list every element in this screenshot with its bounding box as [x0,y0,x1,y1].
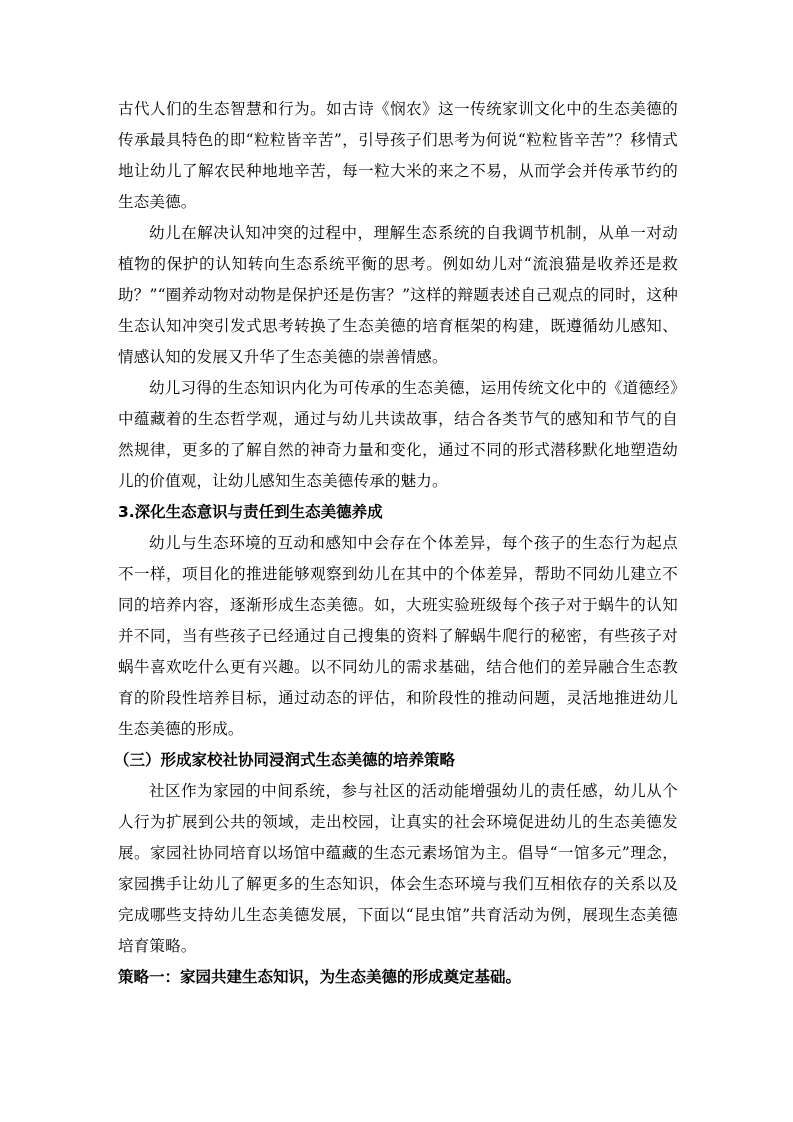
paragraph-ancient-wisdom: 古代人们的生态智慧和行为。如古诗《悯农》这一传统家训文化中的生态美德的传承最具特色的即“粒粒皆辛苦”，引导孩子们思考为何说“粒粒皆辛苦”？移情式地让幼儿了解农民种地地辛苦，每一粒大米的来之不易，从而学会并传承节约的生态美德。 [118,100,678,211]
paragraph-cognitive-conflict: 幼儿在解决认知冲突的过程中，理解生态系统的自我调节机制，从单一对动植物的保护的认知转向生态系统平衡的思考。例如幼儿对“流浪猫是收养还是救助？”“圈养动物对动物是保护还是伤害？”这样的辩题表述自己观点的同时，这种生态认知冲突引发式思考转换了生态美德的培育框架的构建，既遵循幼儿感知、情感认知的发展又升华了生态美德的崇善情感。 [118,224,678,366]
paragraph-ecological-knowledge: 幼儿习得的生态知识内化为可传承的生态美德，运用传统文化中的《道德经》中蕴藏着的生态哲学观，通过与幼儿共读故事，结合各类节气的感知和节气的自然规律，更多的了解自然的神奇力量和变化，通过不同的形式潜移默化地塑造幼儿的价值观，让幼儿感知生态美德传承的魅力。 [118,379,678,490]
strategy-one-heading: 策略一：家园共建生态知识，为生态美德的形成奠定基础。 [118,968,522,986]
paragraph-individual-differences: 幼儿与生态环境的互动和感知中会存在个体差异，每个孩子的生态行为起点不一样，项目化的推进能够观察到幼儿在其中的个体差异，帮助不同幼儿建立不同的培养内容，逐渐形成生态美德。如，大班实验班级每个孩子对于蜗牛的认知并不同，当有些孩子已经通过自己搜集的资料了解蜗牛爬行的秘密，有些孩子对蜗牛喜欢吃什么更有兴趣。以不同幼儿的需求基础，结合他们的差异融合生态教育的阶段性培养目标，通过动态的评估，和阶段性的推动问题，灵活地推进幼儿生态美德的形成。 [118,534,678,738]
paragraph-community: 社区作为家园的中间系统，参与社区的活动能增强幼儿的责任感，幼儿从个人行为扩展到公共的领域，走出校园，让真实的社会环境促进幼儿的生态美德发展。家园社协同培育以场馆中蕴藏的生态元素场馆为主。倡导“一馆多元”理念，家园携手让幼儿了解更多的生态知识，体会生态环境与我们互相依存的关系以及完成哪些支持幼儿生态美德发展，下面以“昆虫馆”共育活动为例，展现生态美德培育策略。 [118,782,678,955]
section-heading-san: （三）形成家校社协同浸润式生态美德的培养策略 [114,751,456,769]
section-heading-3: 3.深化生态意识与责任到生态美德养成 [118,503,383,521]
document-page [114,94,678,993]
